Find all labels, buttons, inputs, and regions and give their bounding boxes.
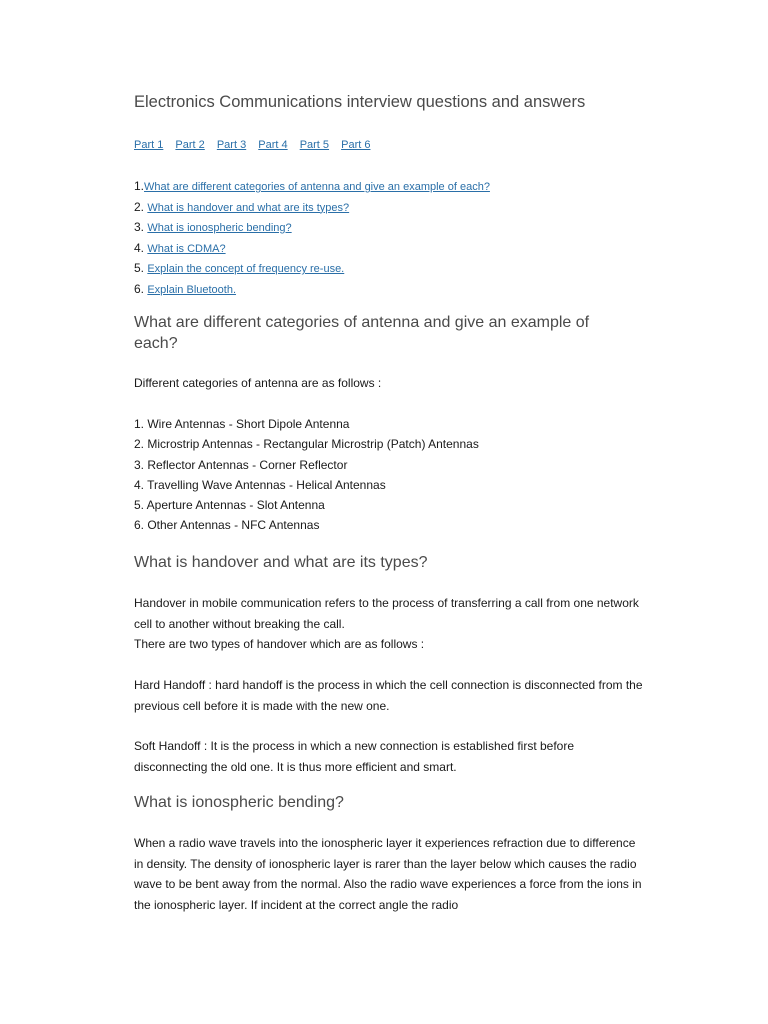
soft-handoff-text: Soft Handoff : It is the process in which a new connection is established first before disconnecting the old one. It is thus more efficient and smart. bbox=[134, 739, 575, 774]
toc-link-1[interactable]: What are different categories of antenna and give an example of each? bbox=[144, 181, 490, 193]
list-item: 2. Microstrip Antennas - Rectangular Microstrip (Patch) Antennas bbox=[134, 437, 479, 452]
antenna-list bbox=[134, 414, 479, 536]
list-item: 1. Wire Antennas - Short Dipole Antenna bbox=[134, 417, 350, 431]
toc-item: 6. Explain Bluetooth. bbox=[134, 281, 237, 296]
toc-link-3[interactable]: What is ionospheric bending? bbox=[147, 222, 292, 234]
section-heading-antenna: What are different categories of antenna and give an example of each? bbox=[134, 314, 590, 352]
question-index bbox=[134, 176, 490, 299]
antenna-intro: Different categories of antenna are as follows : bbox=[134, 376, 382, 390]
parts-nav bbox=[134, 139, 379, 151]
part-link-1[interactable]: Part 1 bbox=[134, 139, 164, 151]
list-item: 5. Aperture Antennas - Slot Antenna bbox=[134, 498, 325, 513]
list-item: 6. Other Antennas - NFC Antennas bbox=[134, 518, 320, 533]
toc-item: 3. What is ionospheric bending? bbox=[134, 220, 292, 234]
hard-handoff-text: Hard Handoff : hard handoff is the process in which the cell connection is disconnected from the previous cell before it is made with the new one. bbox=[134, 678, 643, 713]
part-link-5[interactable]: Part 5 bbox=[299, 139, 330, 151]
part-link-2[interactable]: Part 2 bbox=[175, 139, 205, 151]
part-link-6[interactable]: Part 6 bbox=[341, 139, 371, 151]
handover-definition: Handover in mobile communication refers to the process of transferring a call from one network cell to another without breaking the call. bbox=[134, 596, 639, 631]
toc-link-2[interactable]: What is handover and what are its types? bbox=[147, 201, 350, 214]
page-title: Electronics Communications interview questions and answers bbox=[134, 93, 586, 111]
list-item: 3. Reflector Antennas - Corner Reflector bbox=[134, 457, 348, 472]
section-heading-handover: What is handover and what are its types? bbox=[134, 554, 428, 571]
toc-item: 2. What is handover and what are its types? bbox=[134, 199, 350, 214]
handover-types-intro: There are two types of handover which are as follows : bbox=[134, 637, 425, 651]
list-item: 4. Travelling Wave Antennas - Helical Antennas bbox=[134, 477, 386, 492]
toc-link-5[interactable]: Explain the concept of frequency re-use. bbox=[147, 263, 345, 275]
toc-item: 1.What are different categories of antenna and give an example of each? bbox=[134, 179, 490, 193]
toc-link-4[interactable]: What is CDMA? bbox=[147, 242, 226, 255]
section-heading-ionospheric: What is ionospheric bending? bbox=[134, 794, 344, 811]
part-link-4[interactable]: Part 4 bbox=[258, 139, 288, 151]
toc-item: 4. What is CDMA? bbox=[134, 240, 226, 255]
toc-item: 5. Explain the concept of frequency re-use. bbox=[134, 261, 345, 275]
ionospheric-text: When a radio wave travels into the ionospheric layer it experiences refraction due to difference in density. The density of ionospheric layer is rarer than the layer below which causes the radio wave to be bent away from the normal. Also the radio wave experiences a force from the ions in the ionospheric layer. If incident at the correct angle the radio bbox=[134, 836, 642, 912]
toc-link-6[interactable]: Explain Bluetooth. bbox=[147, 283, 237, 296]
part-link-3[interactable]: Part 3 bbox=[216, 139, 247, 151]
